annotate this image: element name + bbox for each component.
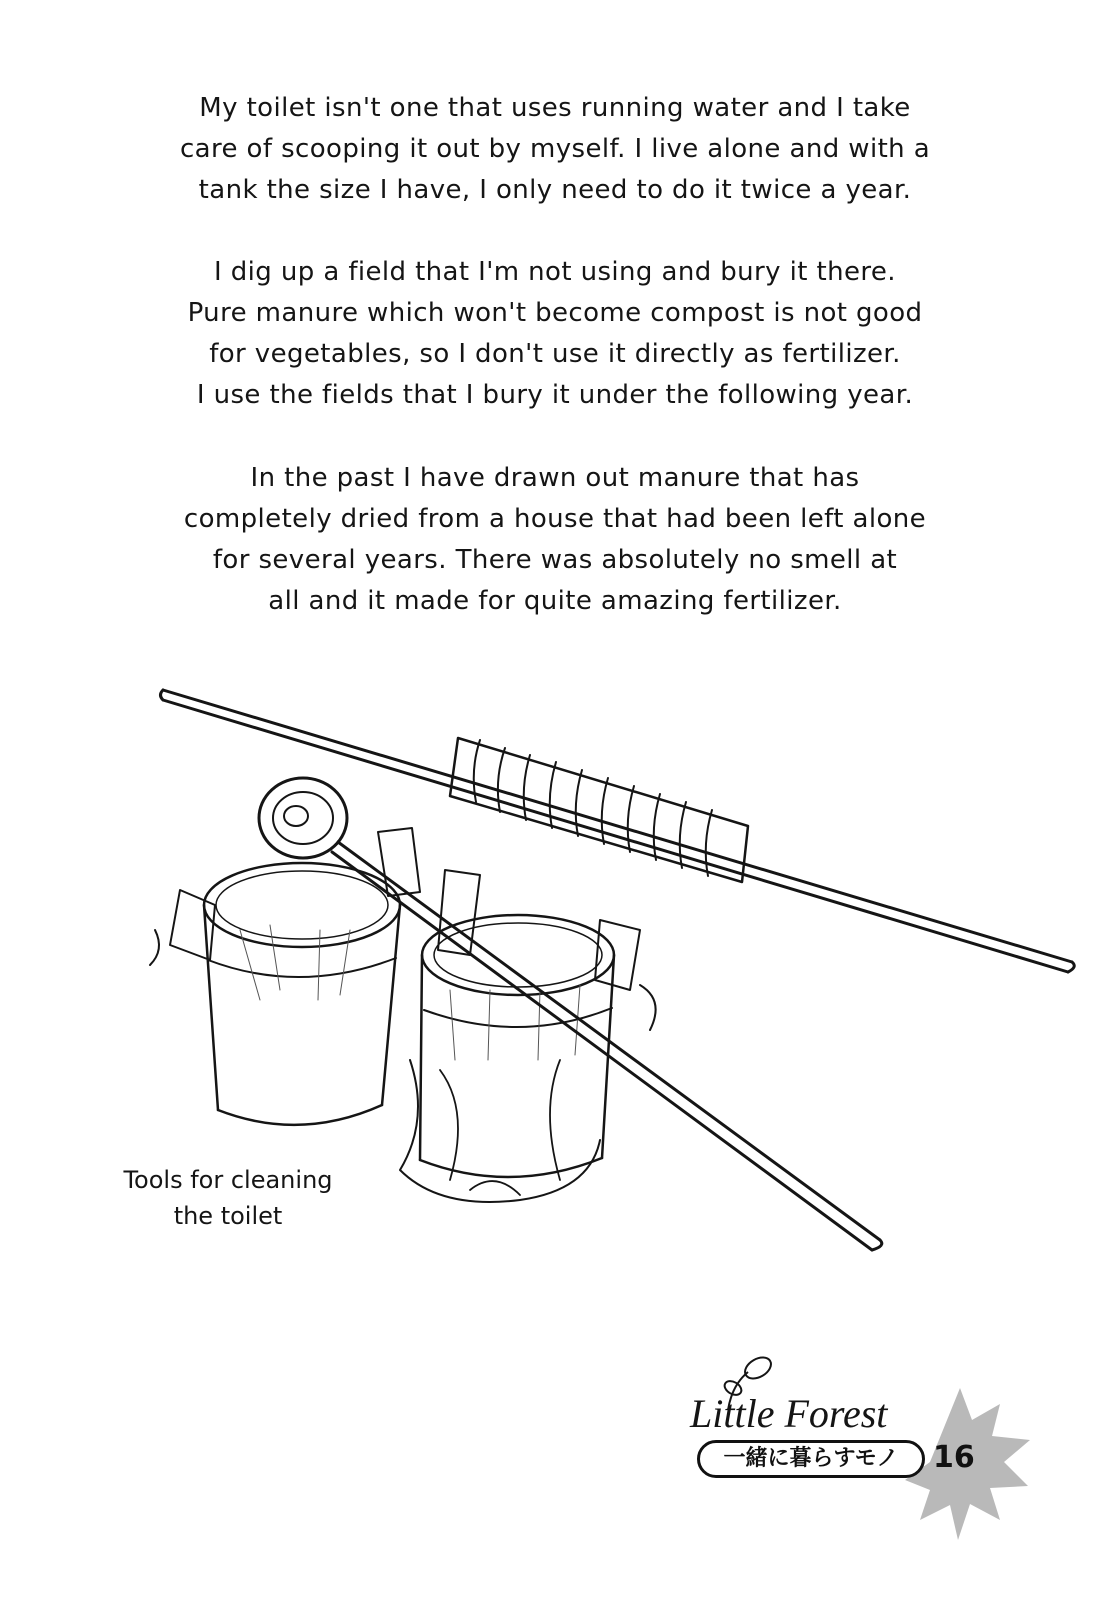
illustration-caption: Tools for cleaning the toilet xyxy=(123,1166,333,1230)
logo-subtitle: 一緒に暮らすモノ xyxy=(697,1440,925,1478)
chapter-number: 16 xyxy=(933,1440,975,1475)
paragraph-1: My toilet isn't one that uses running water and I take care of scooping it out by myself. I live alone and with a tank the size I have, I only need to do it twice a year. xyxy=(179,93,931,205)
logo-title: Little Forest xyxy=(690,1391,888,1436)
paragraph-3: In the past I have drawn out manure that has completely dried from a house that had been left alone for several years. There was absolutely no smell at all and it made for quite amazing fertilizer. xyxy=(183,463,927,616)
paragraph-2: I dig up a field that I'm not using and bury it there. Pure manure which won't become compost is not good for vegetables, so I don't use it directly as fertilizer. I use the fields that I bury it under the following year. xyxy=(187,257,923,410)
